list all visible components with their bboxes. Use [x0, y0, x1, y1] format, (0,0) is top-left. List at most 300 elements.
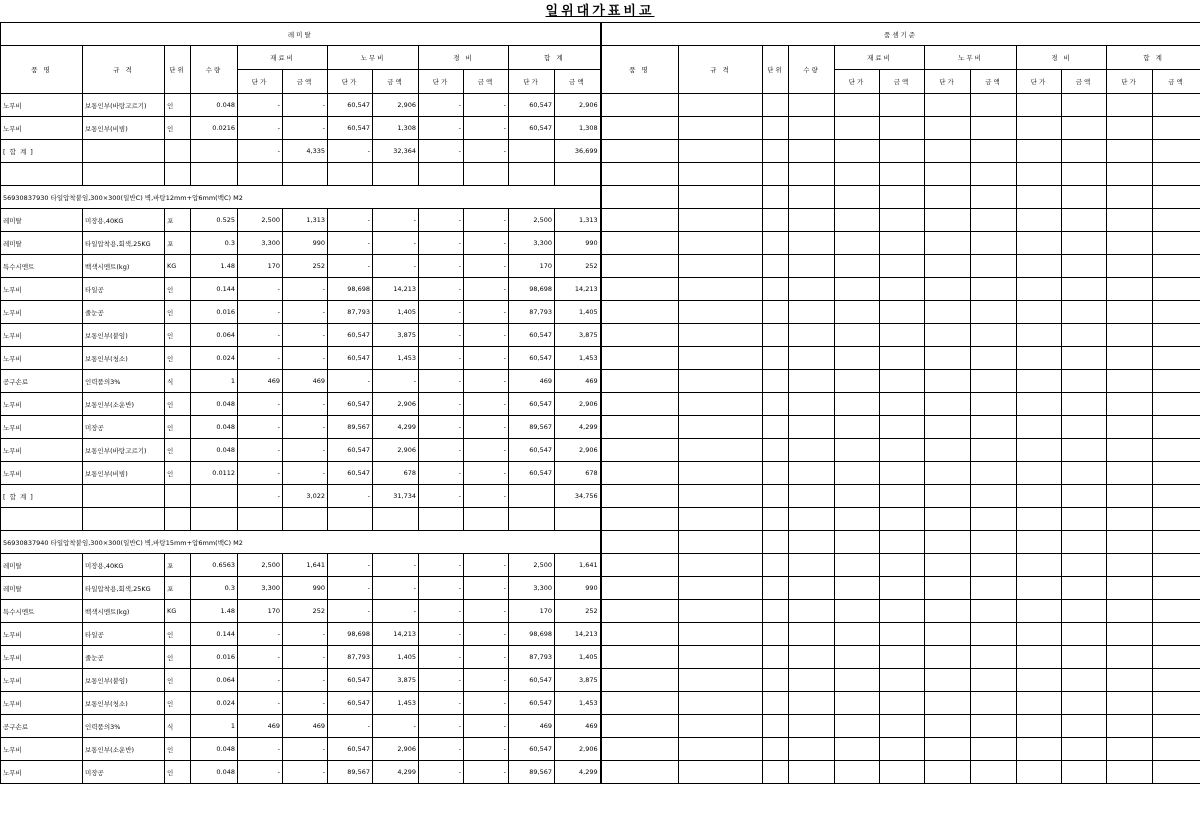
cell-spec: [83, 140, 165, 163]
table-row: [1, 485, 601, 508]
cell-expense-amount: [1062, 623, 1107, 646]
col-header-unit: 단위: [165, 46, 191, 94]
cell-labor-amount: 4,299: [373, 416, 419, 439]
cell-labor-unit-price: [925, 416, 971, 439]
cell-spec: [679, 462, 763, 485]
cell-qty: [789, 209, 835, 232]
cell-material-unit-price: -: [238, 462, 283, 485]
cell-expense-amount: [1062, 600, 1107, 623]
cell-unit: 인: [165, 94, 191, 117]
cell-qty: 0.144: [191, 278, 238, 301]
cell-expense-unit-price: [1017, 692, 1062, 715]
cell-material-amount: [880, 255, 925, 278]
cell-total-amount: [1153, 600, 1200, 623]
cell-spec: [679, 140, 763, 163]
table-row: [601, 508, 1200, 531]
cell-material-unit-price: 2,500: [238, 209, 283, 232]
cell-material-unit-price: [835, 186, 880, 209]
cell-total-unit-price: [1107, 600, 1153, 623]
cell-total-unit-price: 60,547: [509, 347, 555, 370]
cell-expense-unit-price: [1017, 209, 1062, 232]
cell-labor-unit-price: [925, 508, 971, 531]
cell-item: [601, 117, 679, 140]
cell-qty: 0.0216: [191, 117, 238, 140]
cell-expense-amount: [1062, 232, 1107, 255]
table-row: [601, 301, 1200, 324]
cell-total-amount: 36,699: [555, 140, 601, 163]
cell-item: [1, 163, 83, 186]
table-row: [601, 715, 1200, 738]
cell-expense-unit-price: [1017, 715, 1062, 738]
cell-qty: 0.048: [191, 94, 238, 117]
cell-labor-amount: 4,299: [373, 761, 419, 784]
cell-unit: 인: [165, 462, 191, 485]
cell-unit: [763, 669, 789, 692]
cell-item: 노무비: [1, 301, 83, 324]
cell-material-amount: -: [283, 278, 328, 301]
cell-total-unit-price: [1107, 278, 1153, 301]
cell-material-amount: [880, 301, 925, 324]
cell-unit: [763, 209, 789, 232]
cell-item: [601, 462, 679, 485]
cell-total-amount: 1,405: [555, 301, 601, 324]
cell-item: [601, 531, 679, 554]
table-row: [601, 462, 1200, 485]
group-header-labor: 노무비: [328, 46, 419, 70]
cell-labor-amount: [971, 554, 1017, 577]
cell-material-unit-price: -: [238, 416, 283, 439]
cell-total-amount: [1153, 646, 1200, 669]
cell-labor-unit-price: 87,793: [328, 646, 373, 669]
cell-labor-unit-price: 60,547: [328, 393, 373, 416]
cell-material-unit-price: [835, 531, 880, 554]
cell-spec: [679, 623, 763, 646]
cell-expense-unit-price: [1017, 117, 1062, 140]
group-header-material: 재료비: [238, 46, 328, 70]
cell-labor-unit-price: [925, 439, 971, 462]
cell-material-amount: [880, 347, 925, 370]
cell-total-unit-price: 60,547: [509, 324, 555, 347]
cell-labor-unit-price: 60,547: [328, 324, 373, 347]
cell-total-amount: 1,453: [555, 692, 601, 715]
cell-material-amount: -: [283, 439, 328, 462]
cell-total-unit-price: [1107, 232, 1153, 255]
cell-item: 노무비: [1, 669, 83, 692]
cell-total-amount: 1,453: [555, 347, 601, 370]
cell-material-amount: 1,313: [283, 209, 328, 232]
cell-labor-amount: 1,405: [373, 301, 419, 324]
cell-total-unit-price: [1107, 94, 1153, 117]
cell-item: 노무비: [1, 393, 83, 416]
table-row: [601, 646, 1200, 669]
cell-labor-amount: [971, 508, 1017, 531]
cell-item: 노무비: [1, 692, 83, 715]
cell-total-amount: 14,213: [555, 623, 601, 646]
cell-expense-amount: [1062, 738, 1107, 761]
sub-header-amount: 금액: [283, 70, 328, 94]
cell-material-amount: -: [283, 347, 328, 370]
cell-labor-amount: [971, 715, 1017, 738]
cell-material-amount: [880, 715, 925, 738]
table-row: [601, 485, 1200, 508]
cell-total-amount: [1153, 324, 1200, 347]
cell-item: 레미탈: [1, 577, 83, 600]
cell-item: [601, 646, 679, 669]
cell-expense-amount: [1062, 485, 1107, 508]
cell-expense-amount: -: [464, 623, 509, 646]
cell-total-unit-price: 60,547: [509, 692, 555, 715]
cell-labor-unit-price: [925, 485, 971, 508]
cell-expense-unit-price: [1017, 623, 1062, 646]
cell-expense-unit-price: [1017, 324, 1062, 347]
cell-qty: [789, 508, 835, 531]
cell-spec: [679, 117, 763, 140]
cell-material-amount: [880, 554, 925, 577]
cell-item: 노무비: [1, 623, 83, 646]
cell-total-unit-price: 89,567: [509, 761, 555, 784]
cell-qty: [789, 715, 835, 738]
col-header-qty: 수량: [191, 46, 238, 94]
cell-unit: 인: [165, 761, 191, 784]
cell-spec: [679, 439, 763, 462]
cell-material-unit-price: [835, 462, 880, 485]
col-header-item: 품 명: [601, 46, 679, 94]
cell-labor-unit-price: [925, 347, 971, 370]
table-row: [601, 669, 1200, 692]
cell-spec: 미장용,40KG: [83, 554, 165, 577]
cell-material-unit-price: -: [238, 347, 283, 370]
cell-unit: [165, 508, 191, 531]
cell-material-unit-price: -: [238, 738, 283, 761]
cell-labor-amount: -: [373, 715, 419, 738]
table-row: [1, 232, 601, 255]
cell-expense-amount: -: [464, 209, 509, 232]
cell-unit: [763, 347, 789, 370]
cell-expense-unit-price: -: [419, 715, 464, 738]
cell-total-amount: [1153, 393, 1200, 416]
cell-qty: [789, 646, 835, 669]
cell-expense-amount: [464, 508, 509, 531]
cell-total-unit-price: [1107, 140, 1153, 163]
table-row: [1, 255, 601, 278]
cell-unit: [763, 255, 789, 278]
cell-expense-unit-price: [1017, 761, 1062, 784]
cell-material-unit-price: 3,300: [238, 577, 283, 600]
cell-expense-amount: -: [464, 554, 509, 577]
cell-material-amount: -: [283, 669, 328, 692]
cell-spec: [83, 485, 165, 508]
cell-item: 노무비: [1, 462, 83, 485]
cell-total-unit-price: 469: [509, 370, 555, 393]
cell-item: 노무비: [1, 646, 83, 669]
cell-unit: [763, 416, 789, 439]
cell-qty: [191, 140, 238, 163]
cell-labor-unit-price: [925, 462, 971, 485]
cell-qty: [191, 508, 238, 531]
cell-total-unit-price: 170: [509, 255, 555, 278]
cell-total-unit-price: [1107, 301, 1153, 324]
cell-qty: 1.48: [191, 600, 238, 623]
cell-spec: 보통인부(청소): [83, 692, 165, 715]
cell-material-unit-price: 2,500: [238, 554, 283, 577]
cell-material-unit-price: -: [238, 761, 283, 784]
cell-expense-amount: [1062, 531, 1107, 554]
cell-spec: 보통인부(바탕고르기): [83, 94, 165, 117]
cell-total-unit-price: [1107, 692, 1153, 715]
cell-qty: 0.0112: [191, 462, 238, 485]
cell-labor-unit-price: [925, 554, 971, 577]
sub-header-unit-price: 단가: [925, 70, 971, 94]
cell-labor-unit-price: [925, 94, 971, 117]
sub-header-unit-price: 단가: [238, 70, 283, 94]
cell-material-amount: 252: [283, 255, 328, 278]
document-title-text: 일위대가표비교: [545, 4, 655, 19]
cell-labor-amount: [971, 232, 1017, 255]
cell-item: 노무비: [1, 738, 83, 761]
cell-expense-unit-price: [1017, 439, 1062, 462]
cell-item: 특수시멘트: [1, 600, 83, 623]
cell-material-unit-price: -: [238, 485, 283, 508]
col-header-item: 품 명: [1, 46, 83, 94]
table-row: [1, 508, 601, 531]
cell-qty: [789, 600, 835, 623]
cell-material-amount: [880, 393, 925, 416]
cell-spec: [679, 209, 763, 232]
cell-spec: 보통인부(소운반): [83, 393, 165, 416]
cell-total-unit-price: [509, 508, 555, 531]
cell-material-unit-price: -: [238, 278, 283, 301]
cell-spec: [679, 370, 763, 393]
cell-spec: [83, 508, 165, 531]
cell-unit: 인: [165, 278, 191, 301]
cell-total-amount: 14,213: [555, 278, 601, 301]
cell-material-unit-price: [835, 209, 880, 232]
cell-labor-amount: 32,364: [373, 140, 419, 163]
cell-qty: 0.048: [191, 738, 238, 761]
cell-expense-amount: [1062, 646, 1107, 669]
cell-spec: [679, 416, 763, 439]
cell-total-unit-price: 2,500: [509, 554, 555, 577]
cell-expense-unit-price: [1017, 646, 1062, 669]
cell-qty: [789, 117, 835, 140]
cell-spec: [679, 255, 763, 278]
cell-item: 레미탈: [1, 209, 83, 232]
table-row: [601, 577, 1200, 600]
cell-material-unit-price: [835, 416, 880, 439]
cell-expense-amount: [1062, 715, 1107, 738]
cell-total-unit-price: [1107, 577, 1153, 600]
cell-unit: 인: [165, 669, 191, 692]
cell-material-unit-price: [835, 232, 880, 255]
cell-unit: KG: [165, 600, 191, 623]
cell-item: [601, 370, 679, 393]
cell-material-unit-price: 3,300: [238, 232, 283, 255]
cell-item: 노무비: [1, 347, 83, 370]
cell-item: [601, 416, 679, 439]
cell-material-unit-price: [835, 623, 880, 646]
cell-material-unit-price: 469: [238, 715, 283, 738]
cell-unit: 인: [165, 117, 191, 140]
cell-unit: 인: [165, 623, 191, 646]
cell-unit: 식: [165, 715, 191, 738]
cell-qty: [789, 439, 835, 462]
cell-qty: [789, 347, 835, 370]
cell-expense-amount: -: [464, 715, 509, 738]
cell-total-unit-price: [1107, 163, 1153, 186]
cell-material-unit-price: 170: [238, 255, 283, 278]
cell-spec: 줄눈공: [83, 646, 165, 669]
cell-qty: 0.3: [191, 577, 238, 600]
cell-item: 노무비: [1, 278, 83, 301]
cell-expense-unit-price: -: [419, 738, 464, 761]
cell-expense-unit-price: -: [419, 646, 464, 669]
cell-total-amount: [1153, 439, 1200, 462]
cell-expense-amount: [1062, 163, 1107, 186]
cell-labor-unit-price: 60,547: [328, 692, 373, 715]
cell-labor-unit-price: -: [328, 140, 373, 163]
cell-material-unit-price: [835, 646, 880, 669]
cell-expense-unit-price: [1017, 669, 1062, 692]
cell-labor-unit-price: [925, 209, 971, 232]
sub-header-amount: 금액: [464, 70, 509, 94]
cell-total-unit-price: [1107, 186, 1153, 209]
group-header-total: 합 계: [509, 46, 601, 70]
cell-qty: 0.048: [191, 393, 238, 416]
cell-expense-unit-price: [1017, 347, 1062, 370]
cell-unit: [763, 531, 789, 554]
cell-expense-amount: [1062, 94, 1107, 117]
cell-item: [601, 324, 679, 347]
cell-material-amount: [880, 462, 925, 485]
cell-unit: 식: [165, 370, 191, 393]
cell-material-amount: -: [283, 761, 328, 784]
cell-total-amount: [1153, 715, 1200, 738]
cell-spec: [679, 347, 763, 370]
cell-labor-amount: -: [373, 209, 419, 232]
cell-expense-amount: [1062, 278, 1107, 301]
cell-material-unit-price: [835, 117, 880, 140]
cell-material-amount: [880, 577, 925, 600]
cell-material-unit-price: [835, 508, 880, 531]
cell-material-amount: [880, 232, 925, 255]
cell-qty: [789, 531, 835, 554]
cell-labor-unit-price: 89,567: [328, 761, 373, 784]
cell-expense-unit-price: [419, 163, 464, 186]
cell-expense-amount: -: [464, 485, 509, 508]
comparison-table-left: [0, 22, 602, 784]
cell-labor-unit-price: [925, 577, 971, 600]
cell-material-amount: 990: [283, 232, 328, 255]
cell-qty: 0.016: [191, 646, 238, 669]
cell-labor-unit-price: -: [328, 485, 373, 508]
cell-qty: [191, 163, 238, 186]
cell-total-unit-price: [1107, 554, 1153, 577]
cell-total-amount: [1153, 347, 1200, 370]
col-header-spec: 규 격: [679, 46, 763, 94]
cell-expense-amount: -: [464, 577, 509, 600]
table-row: [1, 577, 601, 600]
cell-expense-amount: [1062, 508, 1107, 531]
cell-unit: [763, 186, 789, 209]
cell-total-unit-price: 60,547: [509, 738, 555, 761]
cell-material-amount: [880, 370, 925, 393]
cell-expense-amount: -: [464, 646, 509, 669]
cell-expense-unit-price: -: [419, 692, 464, 715]
cell-unit: 포: [165, 209, 191, 232]
table-row: [601, 117, 1200, 140]
cell-total-unit-price: [1107, 669, 1153, 692]
cell-expense-unit-price: -: [419, 324, 464, 347]
cell-total-unit-price: [1107, 117, 1153, 140]
table-row: [601, 600, 1200, 623]
cell-item: 노무비: [1, 324, 83, 347]
cell-expense-amount: -: [464, 347, 509, 370]
table-row: [1, 600, 601, 623]
cell-total-unit-price: [1107, 715, 1153, 738]
table-row: [1, 439, 601, 462]
cell-total-unit-price: 87,793: [509, 646, 555, 669]
cell-expense-amount: -: [464, 140, 509, 163]
cell-expense-unit-price: -: [419, 577, 464, 600]
cell-item: [ 합 계 ]: [1, 485, 83, 508]
cell-labor-amount: [971, 669, 1017, 692]
cell-total-unit-price: [509, 140, 555, 163]
group-header-expense: 경 비: [419, 46, 509, 70]
cell-expense-unit-price: -: [419, 117, 464, 140]
cell-qty: [789, 738, 835, 761]
cell-total-amount: 990: [555, 577, 601, 600]
cell-total-unit-price: 60,547: [509, 393, 555, 416]
cell-labor-amount: [971, 416, 1017, 439]
cell-labor-amount: [971, 646, 1017, 669]
table-row: [601, 209, 1200, 232]
cell-labor-unit-price: 60,547: [328, 738, 373, 761]
cell-spec: [679, 186, 763, 209]
cell-expense-unit-price: [1017, 531, 1062, 554]
cell-material-amount: [880, 692, 925, 715]
cell-expense-amount: [464, 163, 509, 186]
cell-labor-unit-price: 98,698: [328, 623, 373, 646]
cell-item: [601, 94, 679, 117]
cell-labor-amount: -: [373, 232, 419, 255]
cell-qty: 1: [191, 715, 238, 738]
cell-qty: [789, 623, 835, 646]
cell-expense-unit-price: -: [419, 761, 464, 784]
cell-item: [601, 692, 679, 715]
cell-item: [601, 715, 679, 738]
cell-material-unit-price: [835, 738, 880, 761]
cell-material-unit-price: [835, 715, 880, 738]
cell-spec: [679, 301, 763, 324]
cell-labor-unit-price: [925, 600, 971, 623]
cell-unit: [165, 140, 191, 163]
section-title-row: [1, 531, 601, 554]
sub-header-amount: 금액: [971, 70, 1017, 94]
sub-header-unit-price: 단가: [1107, 70, 1153, 94]
cell-expense-unit-price: -: [419, 600, 464, 623]
cell-qty: [789, 761, 835, 784]
cell-material-amount: [880, 94, 925, 117]
cell-material-unit-price: -: [238, 623, 283, 646]
cell-labor-unit-price: [925, 163, 971, 186]
table-row: [1, 669, 601, 692]
cell-total-amount: 1,313: [555, 209, 601, 232]
cell-item: 공구손료: [1, 715, 83, 738]
cell-spec: [679, 761, 763, 784]
cell-material-unit-price: [835, 278, 880, 301]
cell-labor-amount: [971, 577, 1017, 600]
cell-labor-amount: [971, 94, 1017, 117]
